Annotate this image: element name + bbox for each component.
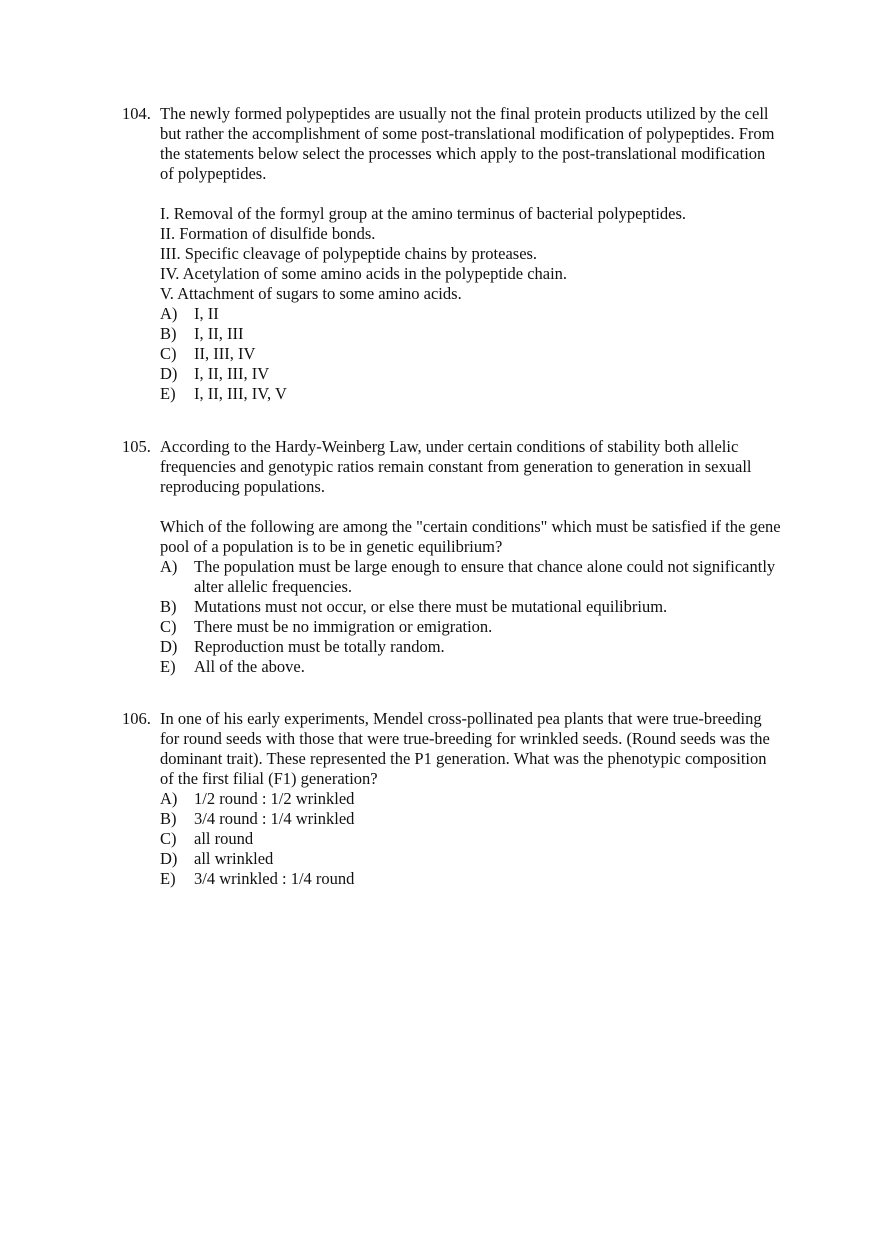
option-letter: B): [160, 597, 177, 616]
answer-option-c: [122, 344, 782, 364]
option-text: There must be no immigration or emigration.: [194, 617, 493, 636]
question-text: In one of his early experiments, Mendel cross-pollinated pea plants that were true-breeding for round seeds with those that were true-breeding for wrinkled seeds. (Round seeds was the dominant trait). These represented the P1 generation. What was the phenotypic composition of the first filial (F1) generation?: [160, 709, 770, 788]
answer-option-d: [122, 364, 782, 384]
answer-option-e: [122, 384, 782, 404]
option-text: 1/2 round : 1/2 wrinkled: [194, 789, 355, 808]
option-letter: E): [160, 384, 176, 403]
option-text: Reproduction must be totally random.: [194, 637, 445, 656]
option-text: The population must be large enough to ensure that chance alone could not significantly alter allelic frequencies.: [194, 557, 776, 596]
answer-option-e: [122, 869, 782, 889]
option-letter: C): [160, 829, 177, 848]
option-letter: A): [160, 789, 178, 808]
question-text: According to the Hardy-Weinberg Law, under certain conditions of stability both allelic frequencies and genotypic ratios remain constant from generation to generation in sexuall reproducing populations.: [160, 437, 752, 496]
question-stem: [122, 104, 782, 184]
statement: IV. Acetylation of some amino acids in the polypeptide chain.: [160, 264, 568, 283]
answer-option-d: [122, 849, 782, 869]
option-text: all wrinkled: [194, 849, 274, 868]
question-105: [122, 437, 782, 677]
option-text: I, II, III, IV: [194, 364, 270, 383]
option-letter: E): [160, 869, 176, 888]
option-text: Mutations must not occur, or else there must be mutational equilibrium.: [194, 597, 668, 616]
statement: I. Removal of the formyl group at the amino terminus of bacterial polypeptides.: [160, 204, 687, 223]
question-prompt: Which of the following are among the "certain conditions" which must be satisfied if the gene pool of a population is to be in genetic equilibrium?: [160, 517, 781, 556]
answer-option-b: [122, 809, 782, 829]
answer-option-a: [122, 789, 782, 809]
option-letter: D): [160, 849, 178, 868]
option-letter: A): [160, 304, 178, 323]
option-letter: E): [160, 657, 176, 676]
statement: II. Formation of disulfide bonds.: [160, 224, 376, 243]
option-letter: B): [160, 324, 177, 343]
option-letter: B): [160, 809, 177, 828]
answer-option-a: [122, 557, 782, 597]
answer-option-b: [122, 324, 782, 344]
option-letter: A): [160, 557, 178, 576]
statement: V. Attachment of sugars to some amino acids.: [160, 284, 462, 303]
option-text: I, II, III, IV, V: [194, 384, 287, 403]
option-letter: D): [160, 637, 178, 656]
question-104: [122, 104, 782, 404]
question-stem: [122, 437, 782, 497]
option-text: all round: [194, 829, 254, 848]
answer-option-e: [122, 657, 782, 677]
option-text: 3/4 wrinkled : 1/4 round: [194, 869, 355, 888]
option-text: I, II, III: [194, 324, 244, 343]
answer-option-c: [122, 829, 782, 849]
question-number: 106.: [122, 709, 151, 728]
option-letter: C): [160, 344, 177, 363]
option-letter: D): [160, 364, 178, 383]
answer-option-d: [122, 637, 782, 657]
question-number: 104.: [122, 104, 151, 123]
answer-option-b: [122, 597, 782, 617]
answer-option-a: [122, 304, 782, 324]
option-text: All of the above.: [194, 657, 305, 676]
question-stem: [122, 709, 782, 789]
statement: III. Specific cleavage of polypeptide chains by proteases.: [160, 244, 538, 263]
option-letter: C): [160, 617, 177, 636]
answer-option-c: [122, 617, 782, 637]
option-text: II, III, IV: [194, 344, 256, 363]
question-number: 105.: [122, 437, 151, 456]
question-106: [122, 709, 782, 889]
question-text: The newly formed polypeptides are usually not the final protein products utilized by the cell but rather the accomplishment of some post-translational modification of polypeptides. From the statements below select the processes which apply to the post-translational modification of polypeptides.: [160, 104, 775, 183]
option-text: 3/4 round : 1/4 wrinkled: [194, 809, 355, 828]
option-text: I, II: [194, 304, 219, 323]
